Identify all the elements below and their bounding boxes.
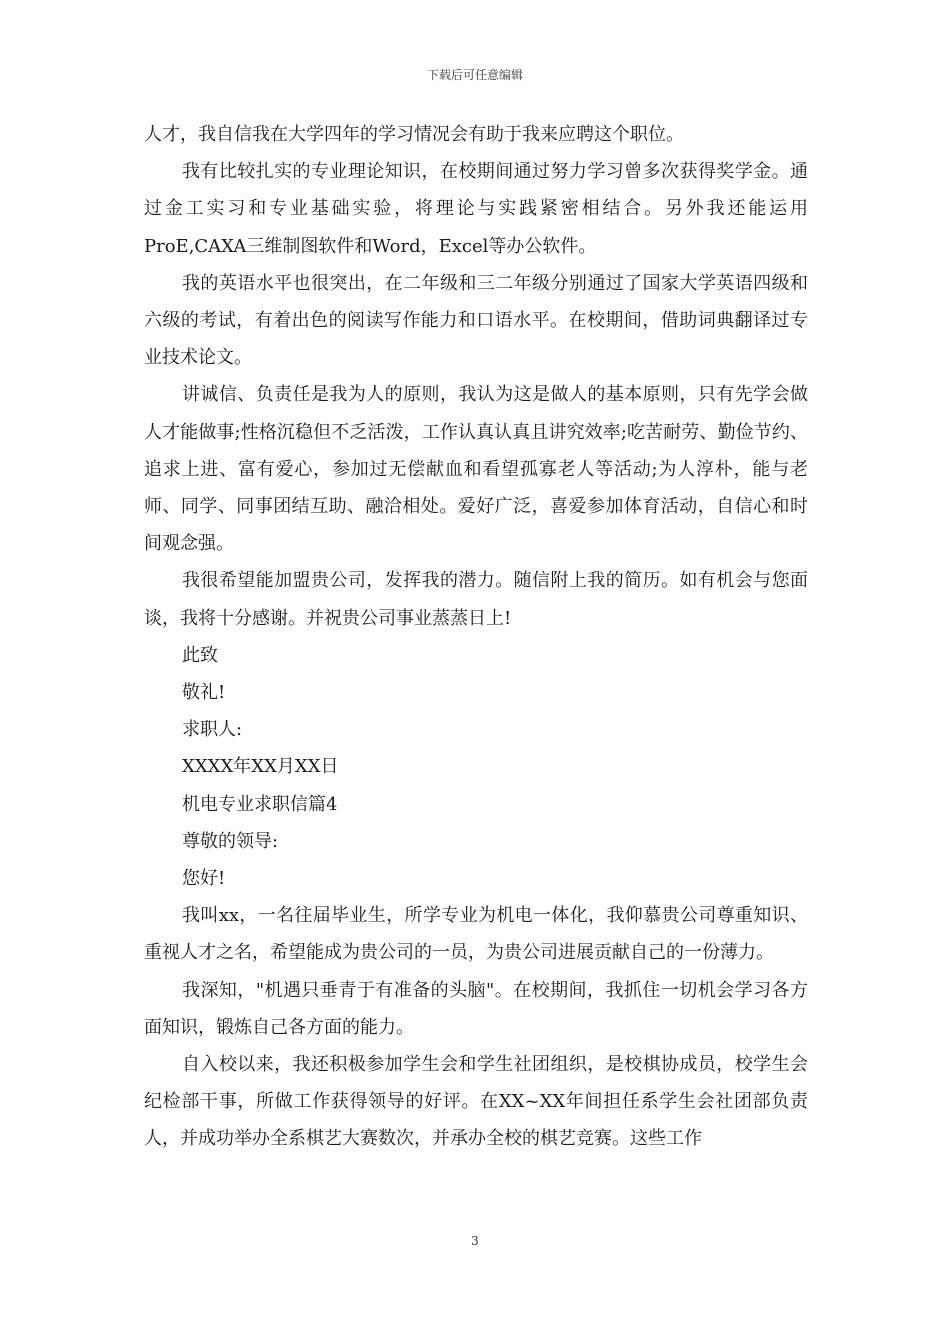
paragraph-character: 讲诚信、负责任是我为人的原则，我认为这是做人的基本原则，只有先学会做人才能做事;性格沉稳但不乏活泼，工作认真认真且讲究效率;吃苦耐劳、勤俭节约、追求上进、富有爱心，参加过无偿献血和看望孤寡老人等活动;为人淳朴，能与老师、同学、同事团结互助、融洽相处。爱好广泛，喜爱参加体育活动，自信心和时间观念强。 <box>144 384 809 555</box>
applicant-label: 求职人: <box>182 719 243 741</box>
greeting-leader: 尊敬的领导: <box>182 830 279 852</box>
greeting-hello: 您好! <box>182 868 226 890</box>
salutation-jingli: 敬礼! <box>182 682 226 704</box>
salutation-cizhi: 此致 <box>182 644 218 666</box>
paragraph-english: 我的英语水平也很突出，在二年级和三二年级分别通过了国家大学英语四级和六级的考试，有着出色的阅读写作能力和口语水平。在校期间，借助词典翻译过专业技术论文。 <box>144 272 808 369</box>
paragraph-activities: 自入校以来，我还积极参加学生会和学生社团组织，是校棋协成员，校学生会纪检部干事，所做工作获得领导的好评。在XX~XX年间担任系学生会社团部负责人，并成功举办全系棋艺大赛数次，并承办全校的棋艺竞赛。这些工作 <box>144 1054 808 1150</box>
paragraph-continuation: 人才，我自信我在大学四年的学习情况会有助于我来应聘这个职位。 <box>144 124 684 145</box>
page-number: 3 <box>471 1234 479 1248</box>
page-header: 下载后可任意编辑 <box>426 68 523 82</box>
paragraph-closing: 我很希望能加盟贵公司，发挥我的潜力。随信附上我的简历。如有机会与您面谈，我将十分感谢。并祝贵公司事业蒸蒸日上! <box>144 570 808 629</box>
paragraph-skills: 我有比较扎实的专业理论知识，在校期间通过努力学习曾多次获得奖学金。通过金工实习和专业基础实验，将理论与实践紧密相结合。另外我还能运用ProE,CAXA三维制图软件和Word，Excel等办公软件。 <box>144 161 808 257</box>
letter-date: XXXX年XX月XX日 <box>182 756 339 778</box>
paragraph-opportunity: 我深知，"机遇只垂青于有准备的头脑"。在校期间，我抓住一切机会学习各方面知识，锻炼自己各方面的能力。 <box>144 979 808 1038</box>
paragraph-intro: 我叫xx，一名往届毕业生，所学专业为机电一体化，我仰慕贵公司尊重知识、重视人才之名，希望能成为贵公司的一员，为贵公司进展贡献自己的一份薄力。 <box>144 905 808 964</box>
section-title: 机电专业求职信篇4 <box>182 793 338 815</box>
document-body <box>144 116 808 1158</box>
